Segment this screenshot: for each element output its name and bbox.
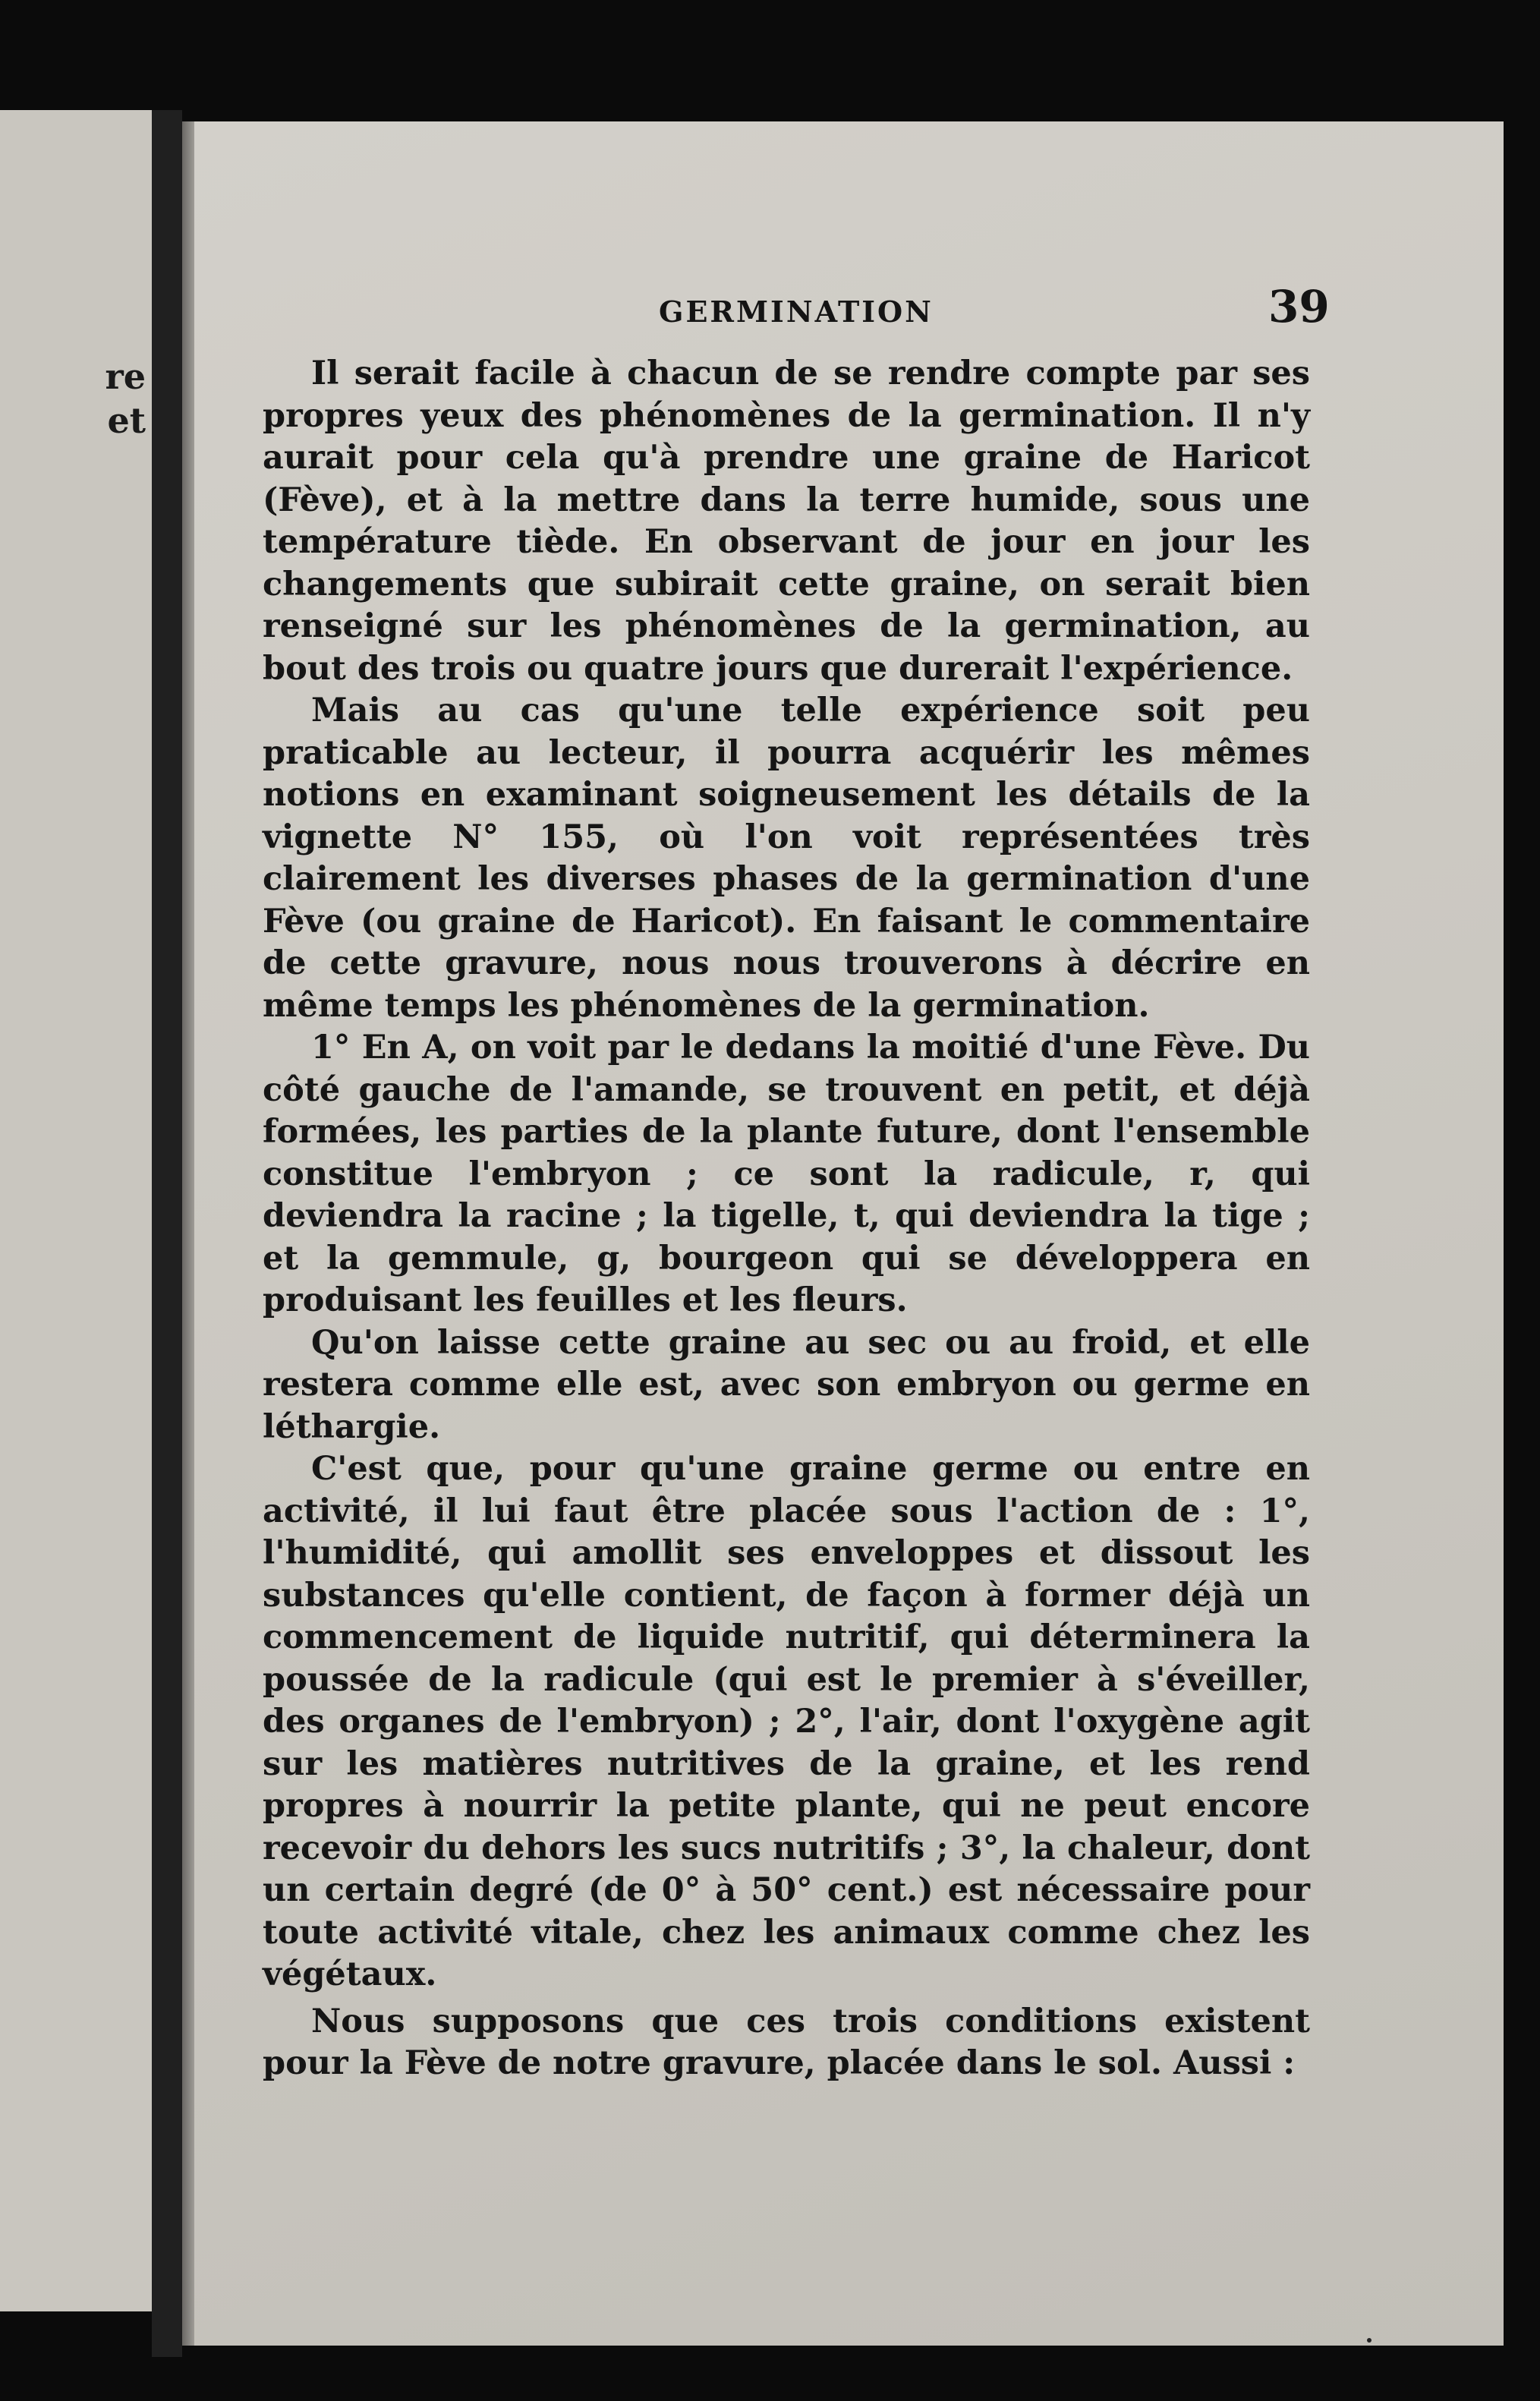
running-title: GERMINATION — [659, 295, 934, 329]
paragraph-5: C'est que, pour qu'une graine germe ou entre en activité, il lui faut être placée sous l'action de : 1°, l'humidité, qui amollit ses enveloppes et dissout les substances qu'elle contient, de façon à former déjà un commencement de liquide nutritif, qui déterminera la poussée de la radicule (qui est le premier à s'éveiller, des organes de l'embryon) ; 2°, l'air, dont l'oxygène agit sur les matières nutritives de la graine, et les rend propres à nourrir la petite plante, qui ne peut encore recevoir du dehors les sucs nutritifs ; 3°, la chaleur, dont un certain degré (de 0° à 50° cent.) est nécessaire pour toute activité vitale, chez les animaux comme chez les végétaux. — [263, 1450, 1310, 1993]
previous-page-text-fragment — [105, 354, 146, 443]
previous-page-edge — [0, 110, 152, 2311]
running-head — [194, 281, 1504, 342]
paragraph-3: 1° En A, on voit par le dedans la moitié d'une Fève. Du côté gauche de l'amande, se trouvent en petit, et déjà formées, les parties de la plante future, dont l'ensemble constitue l'embryon ; ce sont la radicule, r, qui deviendra la racine ; la tigelle, t, qui deviendra la tige ; et la gemmule, g, bourgeon qui se développera en produisant les feuilles et les fleurs. — [263, 1029, 1310, 1319]
paragraph-4: Qu'on laisse cette graine au sec ou au froid, et elle restera comme elle est, avec son embryon ou germe en léthargie. — [263, 1323, 1310, 1446]
paragraph-6: Nous supposons que ces trois conditions existent pour la Fève de notre gravure, placée dans le sol. Aussi : — [263, 2002, 1310, 2082]
page-number: 39 — [1268, 281, 1330, 332]
paragraph-1: Il serait facile à chacun de se rendre compte par ses propres yeux des phénomènes de la germination. Il n'y aurait pour cela qu'à prendre une graine de Haricot (Fève), et à la mettre dans la terre humide, sous une température tiède. En observant de jour en jour les changements que subirait cette graine, on serait bien renseigné sur les phénomènes de la germination, au bout des trois ou quatre jours que durerait l'expérience. — [263, 354, 1310, 688]
previous-page-fragment-1: re — [105, 356, 146, 397]
body-text — [263, 353, 1310, 2085]
dust-speck — [1367, 2338, 1372, 2343]
book-gutter — [152, 110, 182, 2357]
previous-page-fragment-2: et — [107, 400, 146, 441]
book-page — [194, 121, 1504, 2346]
paragraph-2: Mais au cas qu'une telle expérience soit peu praticable au lecteur, il pourra acquérir les mêmes notions en examinant soigneusement les détails de la vignette N° 155, où l'on voit représentées très clairement les diverses phases de la germination d'une Fève (ou graine de Haricot). En faisant le commentaire de cette gravure, nous nous trouverons à décrire en même temps les phénomènes de la germination. — [263, 692, 1310, 1025]
